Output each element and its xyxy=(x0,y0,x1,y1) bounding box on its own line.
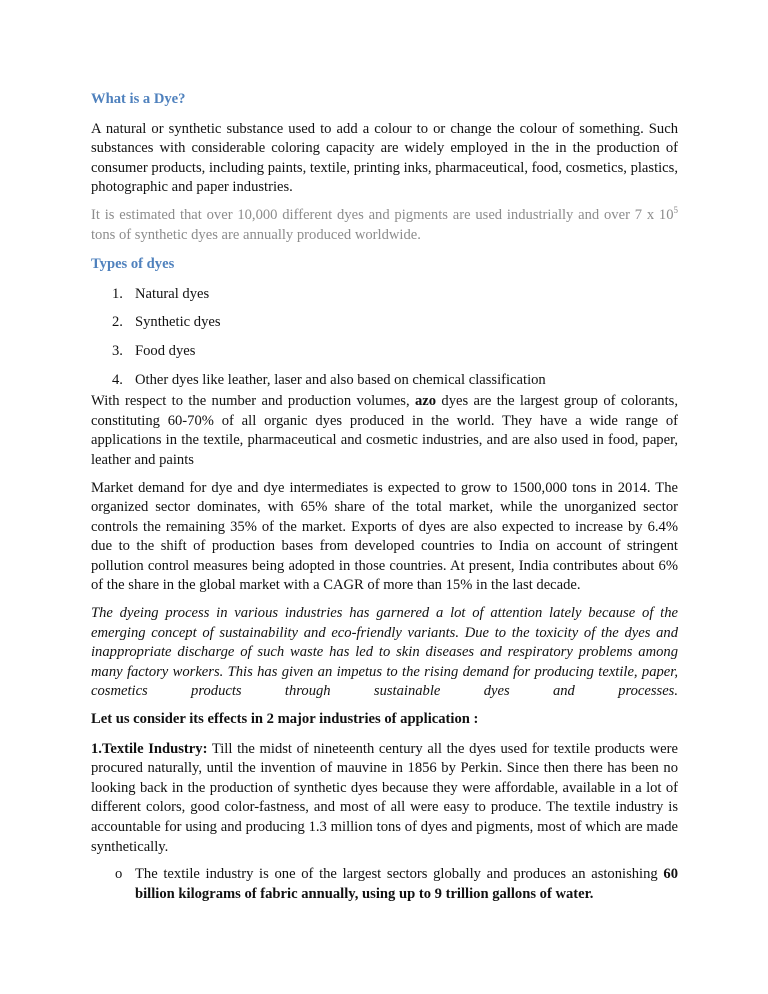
list-item xyxy=(112,285,678,305)
heading-types-of-dyes: Types of dyes xyxy=(91,256,175,273)
list-item-text: Natural dyes xyxy=(135,285,210,302)
list-item-text: Food dyes xyxy=(135,342,196,359)
textile-bullet-list xyxy=(91,865,678,904)
dye-statistics-paragraph xyxy=(91,206,678,245)
textile-industry-text: Till the midst of nineteenth century all the dyes used for textile products were procured naturally, until the invention of mauvine in 1856 by Perkin. Since then there has been no looking back in the production of synthetic dyes because they were affordable, available in a lot of different colors, good color-fastness, and most of all were easy to produce. The textile industry is accountable for using and producing 1.3 million tons of dyes and pigments, most of which are made synthetically. xyxy=(91,740,678,855)
azo-bold-term: azo xyxy=(414,393,437,410)
list-item xyxy=(112,342,678,362)
list-number: 3. xyxy=(112,342,123,359)
exponent: 5 xyxy=(673,204,678,215)
list-item xyxy=(112,313,678,333)
textile-industry-paragraph xyxy=(91,740,678,858)
list-item-text: Other dyes like leather, laser and also based on chemical classification xyxy=(135,371,546,388)
list-number: 4. xyxy=(112,371,123,388)
bullet-marker: o xyxy=(115,866,123,883)
dyeing-process-paragraph: The dyeing process in various industries has garnered a lot of attention lately because of the emerging concept of sustainability and eco-friendly variants. Due to the toxicity of the dyes and inappropriate discharge of such waste has led to skin diseases and respiratory problems among many factory workers. This has given an impetus to the rising demand for producing textile, paper, cosmetics products through sustainable dyes and processes. xyxy=(91,605,678,700)
dye-types-list xyxy=(91,285,678,390)
list-number: 2. xyxy=(112,314,123,331)
list-item xyxy=(115,865,678,904)
textile-industry-label: 1.Textile Industry: xyxy=(91,740,208,757)
list-number: 1. xyxy=(112,285,123,302)
list-item xyxy=(112,371,678,391)
azo-text-start: With respect to the number and production volumes, xyxy=(91,393,415,410)
bullet-text: The textile industry is one of the largest sectors globally and produces an astonishing xyxy=(135,866,664,883)
document-body xyxy=(91,90,678,904)
azo-dyes-paragraph xyxy=(91,392,678,470)
heading-what-is-a-dye: What is a Dye? xyxy=(91,91,186,107)
azo-text-end: dyes are the largest group of colorants, constituting 60-70% of all organic dyes produced in the world. They have a wide range of applications in the textile, pharmaceutical and cosmetic industries, and are also used in food, paper, leather and paints xyxy=(91,393,678,468)
market-demand-paragraph: Market demand for dye and dye intermediates is expected to grow to 1500,000 tons in 2014. The organized sector dominates, with 65% share of the total market, while the unorganized sector controls the remaining 35% of the market. Exports of dyes are also expected to increase by 6.4% due to the shift of production bases from developed countries to India on account of stringent pollution control measures being adopted in those countries. At present, India contributes about 6% of the share in the global market with a CAGR of more than 15% in the last decade. xyxy=(91,479,678,594)
dye-definition-paragraph: A natural or synthetic substance used to add a colour to or change the colour of something. Such substances with considerable coloring capacity are widely employed in the in the production of consumer products, including paints, textile, printing inks, pharmaceutical, food, cosmetics, plastics, photographic and paper industries. xyxy=(91,120,678,196)
effects-heading: Let us consider its effects in 2 major industries of application : xyxy=(91,711,479,728)
list-item-text: Synthetic dyes xyxy=(135,314,221,331)
bullet-bold-text: 60 billion kilograms of fabric annually, using up to 9 trillion gallons of water. xyxy=(135,866,678,902)
statistics-text-start: It is estimated that over 10,000 different dyes and pigments are used industrially and over 7 x 10 xyxy=(91,206,674,223)
statistics-text-end: tons of synthetic dyes are annually produced worldwide. xyxy=(91,226,421,243)
